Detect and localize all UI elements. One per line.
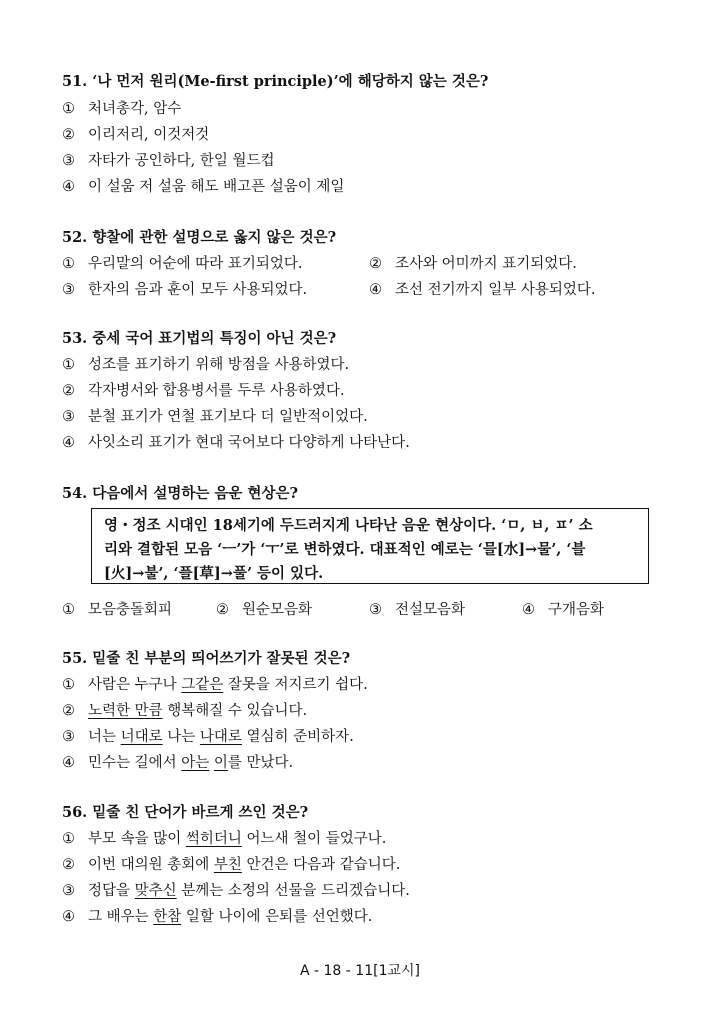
underlined-word: 한참 <box>153 909 182 925</box>
option-text: 그 배우는 <box>88 909 154 925</box>
option-number: ② <box>62 703 75 719</box>
option-number: ④ <box>62 909 75 925</box>
option-text: 열심히 준비하자. <box>241 729 354 745</box>
underlined-word: 부친 <box>213 857 242 873</box>
option-number: ④ <box>62 179 75 195</box>
underlined-phrase: 이 <box>213 755 228 771</box>
underlined-word: 썩히더니 <box>185 831 242 847</box>
option-text: 정답을 <box>88 883 135 899</box>
q51-option-1 <box>62 97 181 118</box>
option-text: 를 만났다. <box>227 755 294 771</box>
q56-option-3 <box>62 879 410 900</box>
option-text: 자타가 공인하다, 한일 월드컵 <box>88 153 275 169</box>
option-number: ③ <box>62 729 75 745</box>
option-text: 나는 <box>162 729 200 745</box>
question-55-title: 55. 밑줄 친 부분의 띄어쓰기가 잘못된 것은? <box>62 650 351 667</box>
option-number: ① <box>62 831 75 847</box>
q52-option-1 <box>62 252 303 273</box>
option-text: 너는 <box>88 729 121 745</box>
option-text: 분철 표기가 연철 표기보다 더 일반적이었다. <box>88 409 368 425</box>
option-number: ④ <box>62 755 75 771</box>
option-text: 원순모음화 <box>242 602 313 618</box>
option-text: 이리저리, 이것저것 <box>88 127 210 143</box>
option-number: ④ <box>62 435 75 451</box>
q52-option-2 <box>369 252 577 273</box>
option-text: 잘못을 저지르기 쉽다. <box>223 677 368 693</box>
option-text: 성조를 표기하기 위해 방점을 사용하였다. <box>88 357 350 373</box>
underlined-phrase: 그같은 <box>181 677 224 693</box>
option-number: ① <box>62 101 75 117</box>
option-text: 조사와 어미까지 표기되었다. <box>395 256 577 272</box>
q55-option-1 <box>62 673 368 694</box>
option-text: 행복해질 수 있습니다. <box>162 703 308 719</box>
option-number: ① <box>62 256 75 272</box>
underlined-phrase: 나대로 <box>199 729 242 745</box>
option-text: 우리말의 어순에 따라 표기되었다. <box>88 256 303 272</box>
option-text: 이 설움 저 설움 해도 배고픈 설움이 제일 <box>88 179 345 195</box>
option-number: ① <box>62 677 75 693</box>
box-line: 리와 결합된 모음 ‘ㅡ’가 ‘ㅜ’로 변하였다. 대표적인 예로는 ‘믈[水]→물’, ‘블 <box>104 541 586 558</box>
option-text: 구개음화 <box>548 602 605 618</box>
underlined-word: 맞추신 <box>134 883 177 899</box>
question-54-title: 54. 다음에서 설명하는 음운 현상은? <box>62 485 299 502</box>
option-text: 부모 속을 많이 <box>88 831 186 847</box>
question-52-title: 52. 향찰에 관한 설명으로 옳지 않은 것은? <box>62 229 337 246</box>
box-line: 영・정조 시대인 18세기에 두드러지게 나타난 음운 현상이다. ‘ㅁ, ㅂ, ㅍ’ 소 <box>104 517 593 534</box>
option-number: ② <box>369 256 382 272</box>
q52-option-3 <box>62 278 307 299</box>
option-text: 모음충돌회피 <box>88 602 173 618</box>
option-text: 이번 대의원 총회에 <box>88 857 214 873</box>
q53-option-3 <box>62 405 368 426</box>
question-56-title: 56. 밑줄 친 단어가 바르게 쓰인 것은? <box>62 804 309 821</box>
q56-option-4 <box>62 905 372 926</box>
explanation-box <box>91 508 649 584</box>
option-text: 전설모음화 <box>395 602 466 618</box>
q54-option-1 <box>62 598 172 619</box>
q54-option-4 <box>522 598 604 619</box>
option-number: ③ <box>62 883 75 899</box>
option-text: 사람은 누구나 <box>88 677 182 693</box>
q54-option-2 <box>216 598 312 619</box>
page-footer: A - 18 - 11[1교시] <box>300 963 420 979</box>
q56-option-1 <box>62 827 386 848</box>
option-number: ② <box>62 383 75 399</box>
option-text: 처녀총각, 암수 <box>88 101 182 117</box>
q55-option-3 <box>62 725 354 746</box>
option-number: ② <box>216 602 229 618</box>
option-number: ① <box>62 357 75 373</box>
q51-option-4 <box>62 175 344 196</box>
q56-option-2 <box>62 853 400 874</box>
option-text: 안건은 다음과 같습니다. <box>241 857 401 873</box>
underlined-phrase: 노력한 만큼 <box>88 703 163 719</box>
option-number: ③ <box>369 602 382 618</box>
option-text: 사잇소리 표기가 현대 국어보다 다양하게 나타난다. <box>88 435 410 451</box>
q53-option-2 <box>62 379 345 400</box>
option-number: ③ <box>62 409 75 425</box>
option-text: 민수는 길에서 <box>88 755 182 771</box>
option-text: 어느새 철이 들었구나. <box>241 831 387 847</box>
option-text: 각자병서와 합용병서를 두루 사용하였다. <box>88 383 345 399</box>
q52-option-4 <box>369 278 596 299</box>
option-number: ② <box>62 127 75 143</box>
q53-option-4 <box>62 431 410 452</box>
option-text: 일할 나이에 은퇴를 선언했다. <box>181 909 373 925</box>
q51-option-2 <box>62 123 209 144</box>
question-53-title: 53. 중세 국어 표기법의 특징이 아닌 것은? <box>62 330 337 347</box>
option-number: ④ <box>522 602 535 618</box>
option-text: 분께는 소정의 선물을 드리겠습니다. <box>176 883 410 899</box>
option-number: ② <box>62 857 75 873</box>
option-text: 한자의 음과 훈이 모두 사용되었다. <box>88 282 308 298</box>
q55-option-4 <box>62 751 293 772</box>
option-number: ① <box>62 602 75 618</box>
option-number: ③ <box>62 282 75 298</box>
underlined-phrase: 너대로 <box>120 729 163 745</box>
question-51-title: 51. ‘나 먼저 원리(Me-first principle)’에 해당하지 않는 것은? <box>62 73 489 90</box>
q51-option-3 <box>62 149 275 170</box>
q54-option-3 <box>369 598 465 619</box>
box-line: [火]→불’, ‘플[草]→풀’ 등이 있다. <box>104 565 324 582</box>
option-text: 조선 전기까지 일부 사용되었다. <box>395 282 596 298</box>
option-number: ③ <box>62 153 75 169</box>
option-number: ④ <box>369 282 382 298</box>
q53-option-1 <box>62 353 349 374</box>
underlined-phrase: 아는 <box>181 755 210 771</box>
q55-option-2 <box>62 699 307 720</box>
